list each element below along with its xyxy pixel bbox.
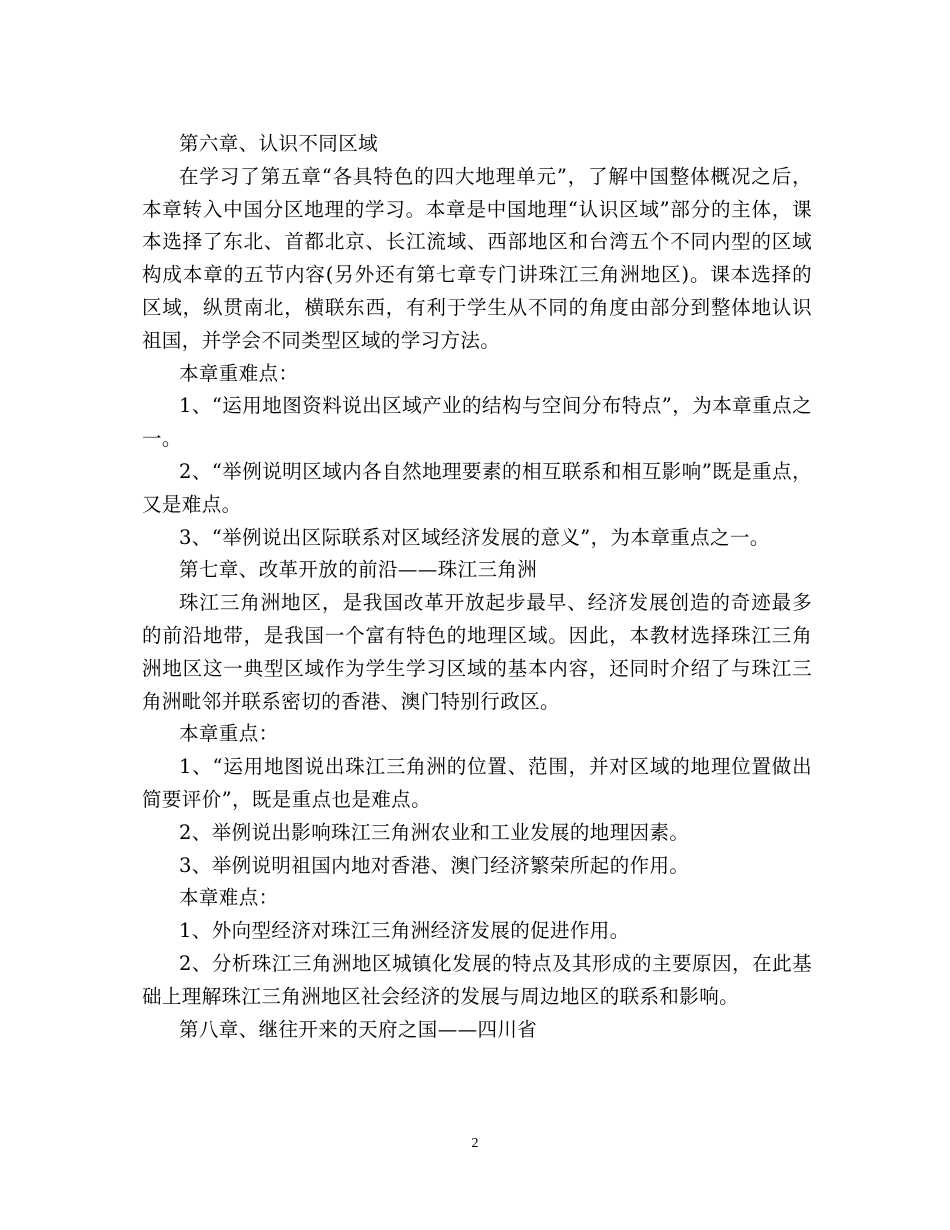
chapter-6-intro-paragraph: 在学习了第五章“各具特色的四大地理单元”，了解中国整体概况之后，本章转入中国分区地理的学习。本章是中国地理“认识区域”部分的主体，课本选择了东北、首都北京、长江流域、西部地区和台湾五个不同内型的区域构成本章的五节内容(另外还有第七章专门讲珠江三角洲地区)。课本选择的区域，纵贯南北，横联东西，有利于学生从不同的角度由部分到整体地认识祖国，并学会不同类型区域的学习方法。 (142, 164, 812, 352)
chapter-7-key-point-1: 1、“运用地图说出珠江三角洲的位置、范围，并对区域的地理位置做出简要评价”，既是重点也是难点。 (142, 755, 812, 811)
chapter-8-heading: 第八章、继往开来的天府之国——四川省 (179, 1017, 538, 1041)
document-body (142, 128, 812, 1046)
chapter-6-heading: 第六章、认识不同区域 (179, 132, 379, 155)
chapter-7-heading: 第七章、改革开放的前沿——珠江三角洲 (179, 558, 538, 582)
chapter-7-key-point-2: 2、举例说出影响珠江三角洲农业和工业发展的地理因素。 (179, 820, 690, 844)
chapter-7-difficulty-2: 2、分析珠江三角洲地区城镇化发展的特点及其形成的主要原因，在此基础上理解珠江三角洲地区社会经济的发展与周边地区的联系和影响。 (142, 951, 812, 1008)
chapter-6-key-points-heading: 本章重难点： (179, 361, 299, 385)
chapter-7-intro-paragraph: 珠江三角洲地区，是我国改革开放起步最早、经济发展创造的奇迹最多的前沿地带，是我国一个富有特色的地理区域。因此，本教材选择珠江三角洲地区这一典型区域作为学生学习区域的基本内容，还同时介绍了与珠江三角洲毗邻并联系密切的香港、澳门特别行政区。 (142, 591, 812, 713)
chapter-7-key-point-3: 3、举例说明祖国内地对香港、澳门经济繁荣所起的作用。 (179, 853, 690, 877)
chapter-6-point-3: 3、“举例说出区际联系对区域经济发展的意义”，为本章重点之一。 (179, 525, 770, 549)
chapter-7-difficulty-1: 1、外向型经济对珠江三角洲经济发展的促进作用。 (179, 919, 630, 943)
chapter-7-key-points-heading: 本章重点： (179, 722, 279, 746)
chapter-7-difficulties-heading: 本章难点： (179, 886, 279, 910)
page-number: 2 (471, 1136, 479, 1151)
chapter-6-point-1: 1、“运用地图资料说出区域产业的结构与空间分布特点”，为本章重点之一。 (142, 394, 812, 451)
chapter-6-point-2: 2、“举例说明区域内各自然地理要素的相互联系和相互影响”既是重点，又是难点。 (142, 459, 812, 516)
